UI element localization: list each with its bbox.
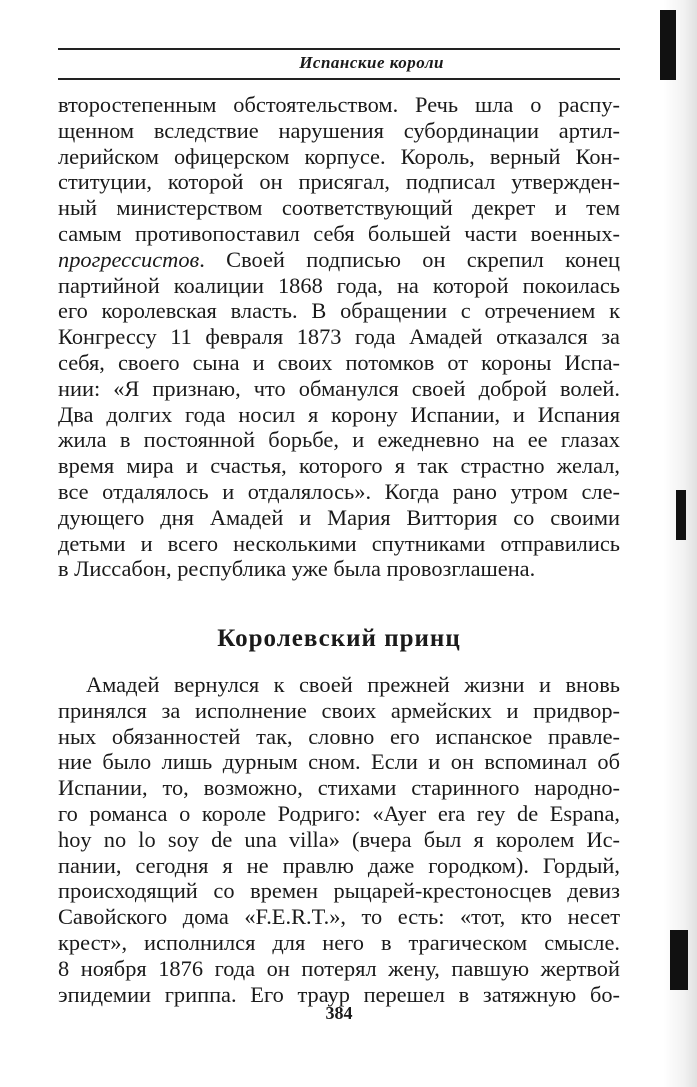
edge-scan-mark-middle: [676, 490, 686, 540]
running-head: [58, 52, 620, 74]
text-line: пании, сегодня я не правлю даже городком). Гордый,: [58, 852, 620, 878]
header-rule-top: [58, 48, 620, 50]
page-edge-shadow: [663, 0, 697, 1087]
text-line: себя, своего сына и своих потомков от короны Испа-: [58, 349, 620, 375]
text-line: ние было лишь дурным сном. Если и он вспоминал об: [58, 749, 620, 775]
text-line-indented: Амадей вернулся к своей прежней жизни и вновь: [86, 672, 620, 697]
text-line: Савойского дома «F.E.R.T.», то есть: «тот, кто несет: [58, 904, 620, 930]
text-line: ный министерством соответствующий декрет и тем: [58, 195, 620, 221]
running-head-title: Испанские короли: [299, 53, 444, 72]
page-number: 384: [325, 1003, 353, 1023]
text-line: эпидемии гриппа. Его траур перешел в затяжную бо-: [58, 981, 620, 1007]
text-line: ных обязанностей так, словно его испанское правле-: [58, 723, 620, 749]
text-line: детьми и всего несколькими спутниками отправились: [58, 530, 620, 556]
text-line: принялся за исполнение своих армейских и придвор-: [58, 697, 620, 723]
text-line: жила в постоянной борьбе, и ежедневно на ее глазах: [58, 427, 620, 453]
text-line: нии: «Я признаю, что обманулся своей доброй волей.: [58, 375, 620, 401]
text-line: самым противопоставил себя большей части военных-: [58, 220, 620, 246]
text-line: все отдалялось и отдалялось». Когда рано утром сле-: [58, 478, 620, 504]
text-line: лерийском офицерском корпусе. Король, верный Кон-: [58, 143, 620, 169]
text-line: партийной коалиции 1868 года, на которой покоилась: [58, 272, 620, 298]
text-line: Испании, то, возможно, стихами старинного народно-: [58, 775, 620, 801]
section-title: Королевский принц: [217, 625, 461, 652]
italic-term: прогрессистов: [58, 246, 200, 272]
header-rule-bottom: [58, 78, 620, 80]
text-line: щенном вследствие нарушения субординации артил-: [58, 117, 620, 143]
text-line: hoy no lo soy de una villa» (вчера был я королем Ис-: [58, 826, 620, 852]
edge-scan-mark-top: [660, 10, 676, 80]
text-line: крест», исполнился для него в трагическом смысле.: [58, 929, 620, 955]
text-line: в Лиссабон, республика уже была провозглашена.: [58, 556, 536, 582]
paragraph-2: [58, 672, 620, 1007]
text-line: ституции, которой он присягал, подписал утвержден-: [58, 169, 620, 195]
text-line: второстепенным обстоятельством. Речь шла о распу-: [58, 92, 620, 117]
edge-scan-mark-bottom: [670, 930, 688, 990]
text-line: происходящий со времен рыцарей-крестоносцев девиз: [58, 878, 620, 904]
text-line: го романса о короле Родриго: «Ayer era rey de Espana,: [58, 800, 620, 826]
text-line: его королевская власть. В обращении с отречением к: [58, 298, 620, 324]
text-run: . Своей подписью он скрепил конец: [199, 246, 620, 272]
text-line: 8 ноября 1876 года он потерял жену, павшую жертвой: [58, 955, 620, 981]
text-line: Два долгих года носил я корону Испании, и Испания: [58, 401, 620, 427]
text-line: Конгрессу 11 февраля 1873 года Амадей отказался за: [58, 324, 620, 350]
text-line: время мира и счастья, которого я так страстно желал,: [58, 453, 620, 479]
text-line: дующего дня Амадей и Мария Виттория со своими: [58, 504, 620, 530]
text-line-mixed: [58, 247, 620, 273]
paragraph-1: [58, 92, 620, 582]
